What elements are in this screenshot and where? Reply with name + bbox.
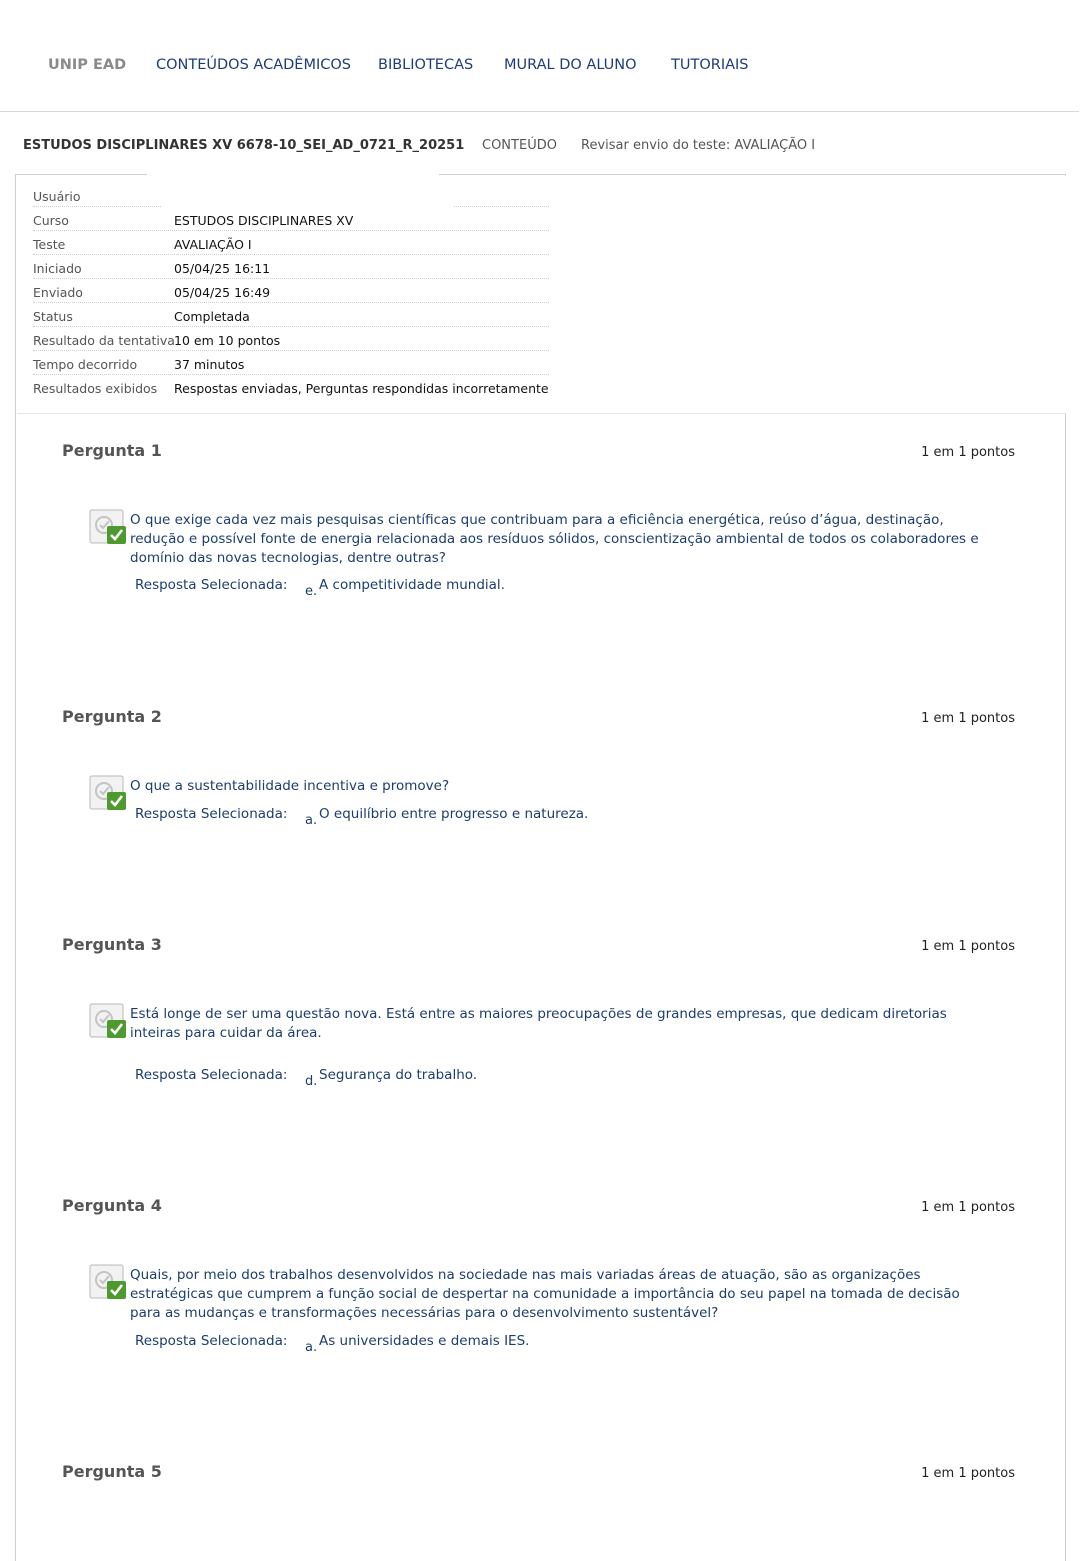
question-text: O que exige cada vez mais pesquisas científicas que contribuam para a eficiência energética, reúso d’água, destinação, redução e possível fonte de energia relacionada aos resíduos sólidos, conscientização ambiental de todos os colaboradores e domínio das novas tecnologias, dentre outras? <box>130 512 979 566</box>
breadcrumb <box>0 138 1079 158</box>
selected-answer-letter: e. <box>305 584 318 599</box>
selected-answer-text: As universidades e demais IES. <box>319 1333 530 1349</box>
summary-label: Resultado da tentativa <box>33 333 175 348</box>
test-review-panel <box>15 174 1066 1561</box>
selected-answer-text: A competitividade mundial. <box>319 577 505 593</box>
selected-answer-label: Resposta Selecionada: <box>135 1333 288 1349</box>
question-points: 1 em 1 pontos <box>921 1200 1015 1215</box>
breadcrumb-current-page: Revisar envio do teste: AVALIAÇÃO I <box>581 138 816 153</box>
summary-row-time-elapsed <box>33 351 549 375</box>
question-title: Pergunta 3 <box>62 935 162 954</box>
summary-label: Status <box>33 309 73 324</box>
selected-answer-label: Resposta Selecionada: <box>135 577 288 593</box>
nav-item-tutoriais[interactable]: TUTORIAIS <box>671 57 749 73</box>
selected-answer-text: Segurança do trabalho. <box>319 1067 478 1083</box>
question-points: 1 em 1 pontos <box>921 711 1015 726</box>
summary-value: ESTUDOS DISCIPLINARES XV <box>174 213 354 228</box>
question-points: 1 em 1 pontos <box>921 939 1015 954</box>
nav-item-mural-do-aluno[interactable]: MURAL DO ALUNO <box>504 57 637 73</box>
selected-answer-letter: a. <box>305 813 318 828</box>
selected-answer-letter: d. <box>305 1074 318 1089</box>
summary-label: Teste <box>33 237 66 252</box>
selected-answer-text: O equilíbrio entre progresso e natureza. <box>319 806 589 822</box>
correct-answer-icon <box>89 775 127 811</box>
nav-item-bibliotecas[interactable]: BIBLIOTECAS <box>378 57 474 73</box>
question-title: Pergunta 2 <box>62 707 162 726</box>
summary-row-course <box>33 207 549 231</box>
summary-label: Usuário <box>33 189 81 204</box>
summary-label: Iniciado <box>33 261 82 276</box>
question-points: 1 em 1 pontos <box>921 1466 1015 1481</box>
question-title: Pergunta 4 <box>62 1196 162 1215</box>
summary-value: Respostas enviadas, Perguntas respondidas incorretamente <box>174 381 549 396</box>
nav-item-conteudos-academicos[interactable]: CONTEÚDOS ACADÊMICOS <box>156 57 351 73</box>
selected-answer-letter: a. <box>305 1340 318 1355</box>
selected-answer-label: Resposta Selecionada: <box>135 1067 288 1083</box>
summary-label: Enviado <box>33 285 83 300</box>
attempt-summary <box>17 176 1066 414</box>
question-text: O que a sustentabilidade incentiva e promove? <box>130 778 450 794</box>
summary-value: AVALIAÇÃO I <box>174 237 252 252</box>
question-points: 1 em 1 pontos <box>921 445 1015 460</box>
correct-answer-icon <box>89 509 127 545</box>
summary-row-test <box>33 231 549 255</box>
summary-row-submitted <box>33 279 549 303</box>
summary-value: 37 minutos <box>174 357 245 372</box>
question-text: Quais, por meio dos trabalhos desenvolvidos na sociedade nas mais variadas áreas de atuação, são as organizações estratégicas que cumprem a função social de despertar na comunidade a importância do seu papel na tomada de decisão para as mudanças e transformações necessárias para o desenvolvimento sustentável? <box>130 1267 960 1321</box>
summary-row-status <box>33 303 549 327</box>
breadcrumb-content[interactable]: CONTEÚDO <box>482 138 557 153</box>
summary-value: 10 em 10 pontos <box>174 333 281 348</box>
question-text: Está longe de ser uma questão nova. Está entre as maiores preocupações de grandes empresas, que dedicam diretorias inteiras para cuidar da área. <box>130 1006 947 1041</box>
question-title: Pergunta 1 <box>62 441 162 460</box>
summary-row-started <box>33 255 549 279</box>
correct-answer-icon <box>89 1003 127 1039</box>
question-title: Pergunta 5 <box>62 1462 162 1481</box>
correct-answer-icon <box>89 1264 127 1300</box>
summary-value: 05/04/25 16:11 <box>174 261 271 276</box>
summary-row-attempt-result <box>33 327 549 351</box>
summary-row-user <box>33 183 549 207</box>
summary-label: Tempo decorrido <box>33 357 138 372</box>
summary-row-results-displayed <box>33 375 549 399</box>
selected-answer-label: Resposta Selecionada: <box>135 806 288 822</box>
nav-brand-unip-ead[interactable]: UNIP EAD <box>48 57 127 73</box>
breadcrumb-course[interactable]: ESTUDOS DISCIPLINARES XV 6678-10_SEI_AD_0721_R_20251 <box>23 138 465 153</box>
summary-label: Curso <box>33 213 69 228</box>
summary-value: 05/04/25 16:49 <box>174 285 271 300</box>
summary-label: Resultados exibidos <box>33 381 158 396</box>
summary-value: Completada <box>174 309 250 324</box>
top-navigation <box>0 0 1079 112</box>
